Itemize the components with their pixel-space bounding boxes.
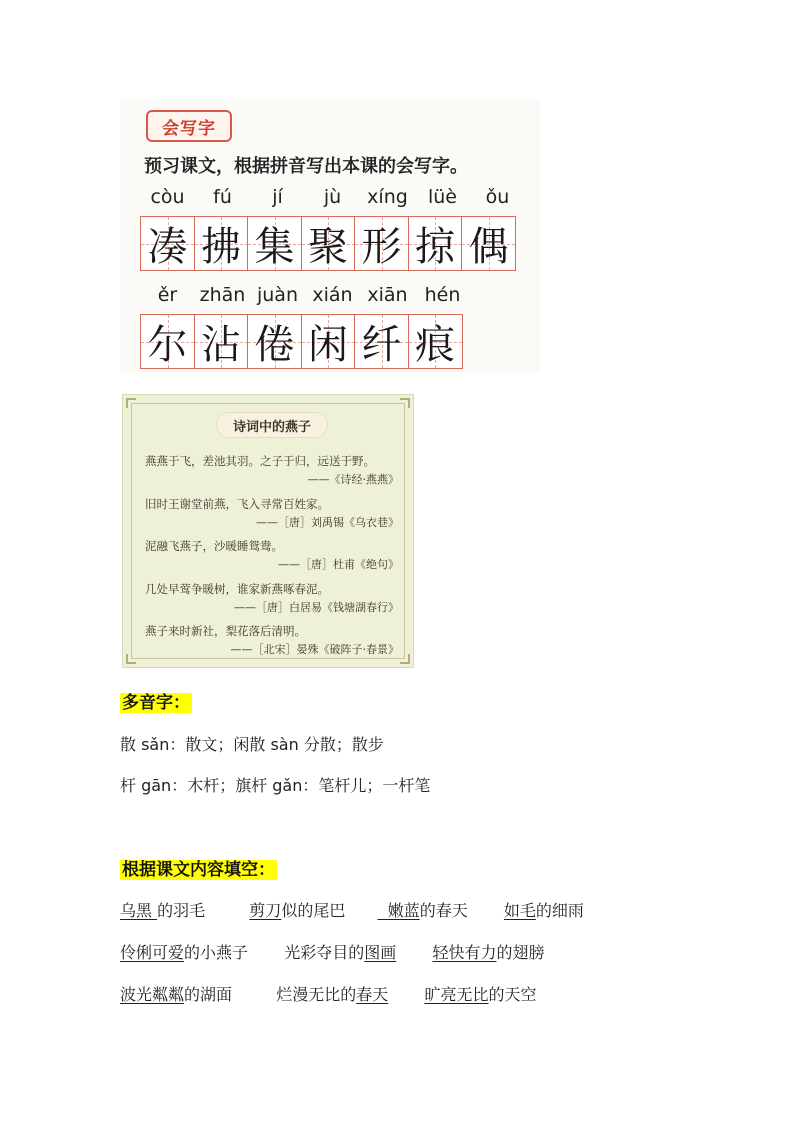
tianzige-cell: 尔 xyxy=(140,314,195,369)
answer-blank: 如毛 xyxy=(503,901,536,920)
answer-blank: 旷亮无比 xyxy=(424,985,489,1004)
character-grid-row-2 xyxy=(140,314,461,369)
phrase-text: 烂漫无比的 xyxy=(276,985,357,1004)
answer-blank: 剪刀 xyxy=(249,901,282,920)
tianzige-cell: 凑 xyxy=(140,216,195,271)
tianzige-cell: 纤 xyxy=(354,314,409,369)
tianzige-cell: 闲 xyxy=(301,314,356,369)
answer-blank: 嫩蓝 xyxy=(377,901,420,920)
tianzige-cell: 拂 xyxy=(194,216,249,271)
poem-card-title: 诗词中的燕子 xyxy=(217,413,327,437)
corner-ornament-icon xyxy=(126,398,136,408)
phrase-text: 的湖面 xyxy=(184,985,233,1004)
answer-blank: 轻快有力 xyxy=(432,943,497,962)
tianzige-cell: 集 xyxy=(247,216,302,271)
fill-blank-row-3 xyxy=(120,982,536,1005)
pinyin: xián xyxy=(312,284,353,306)
pinyin: xiān xyxy=(367,284,408,306)
phrase-text: 的春天 xyxy=(419,901,468,920)
answer-blank: 图画 xyxy=(364,943,397,962)
tianzige-cell: 沾 xyxy=(194,314,249,369)
tianzige-cell: 形 xyxy=(354,216,409,271)
corner-ornament-icon xyxy=(400,398,410,408)
phrase-text: 的天空 xyxy=(488,985,537,1004)
poem-frame xyxy=(131,403,405,659)
pinyin: jù xyxy=(323,186,342,208)
write-characters-badge: 会写字 xyxy=(146,110,232,142)
write-characters-card xyxy=(120,100,540,372)
tianzige-cell: 倦 xyxy=(247,314,302,369)
poem-verse: 旧时王谢堂前燕，飞入寻常百姓家。 xyxy=(145,497,329,511)
corner-ornament-icon xyxy=(400,654,410,664)
phrase-text: 的细雨 xyxy=(535,901,584,920)
phrase-text: 的小燕子 xyxy=(184,943,249,962)
pinyin: xíng xyxy=(367,186,408,208)
tianzige-cell: 偶 xyxy=(461,216,516,271)
poem-source: ——［唐］白居易《钱塘湖春行》 xyxy=(234,601,399,614)
character-grid-row-1 xyxy=(140,216,515,271)
pinyin: zhān xyxy=(199,284,246,306)
pinyin: jí xyxy=(272,186,283,208)
phrase-text: 光彩夺目的 xyxy=(284,943,365,962)
answer-blank: 波光粼粼 xyxy=(120,985,185,1004)
pinyin: fú xyxy=(213,186,232,208)
polyphonic-line-1: 散 sǎn：散文；闲散 sàn 分散；散步 xyxy=(120,735,384,754)
pinyin: hén xyxy=(424,284,461,306)
tianzige-cell: 痕 xyxy=(408,314,463,369)
tianzige-cell: 掠 xyxy=(408,216,463,271)
phrase-text: 的翅膀 xyxy=(496,943,545,962)
write-instruction: 预习课文，根据拼音写出本课的会写字。 xyxy=(144,156,468,177)
poem-verse: 燕子来时新社，梨花落后清明。 xyxy=(145,624,306,638)
pinyin: còu xyxy=(150,186,185,208)
poem-verse: 泥融飞燕子，沙暖睡鸳鸯。 xyxy=(145,539,283,553)
fill-blank-heading: 根据课文内容填空： xyxy=(122,860,275,880)
tianzige-cell: 聚 xyxy=(301,216,356,271)
answer-blank: 乌黑 xyxy=(120,901,158,920)
poem-source: ——《诗经·燕燕》 xyxy=(307,473,399,486)
poem-verse: 燕燕于飞，差池其羽。之子于归，远送于野。 xyxy=(145,454,375,468)
poem-source: ——［北宋］晏殊《破阵子·春景》 xyxy=(230,643,399,656)
answer-blank: 春天 xyxy=(356,985,389,1004)
pinyin: ěr xyxy=(157,284,178,306)
poem-source: ——［唐］刘禹锡《乌衣巷》 xyxy=(256,516,399,529)
pinyin: ǒu xyxy=(485,186,510,208)
phrase-text: 似的尾巴 xyxy=(281,901,346,920)
pinyin: juàn xyxy=(256,284,298,306)
fill-blank-row-1 xyxy=(120,898,584,921)
polyphonic-heading: 多音字： xyxy=(122,693,190,713)
poem-card xyxy=(122,394,414,668)
pinyin: lüè xyxy=(427,186,457,208)
pinyin-row-1 xyxy=(140,186,525,212)
pinyin-row-2 xyxy=(140,284,470,310)
polyphonic-line-2: 杆 gān：木杆；旗杆 gǎn：笔杆儿；一杆笔 xyxy=(120,776,431,795)
corner-ornament-icon xyxy=(126,654,136,664)
phrase-text: 的羽毛 xyxy=(157,901,206,920)
poem-verse: 几处早莺争暖树，谁家新燕啄春泥。 xyxy=(145,582,329,596)
fill-blank-row-2 xyxy=(120,940,544,963)
answer-blank: 伶俐可爱 xyxy=(120,943,185,962)
poem-source: ——［唐］杜甫《绝句》 xyxy=(278,558,399,571)
